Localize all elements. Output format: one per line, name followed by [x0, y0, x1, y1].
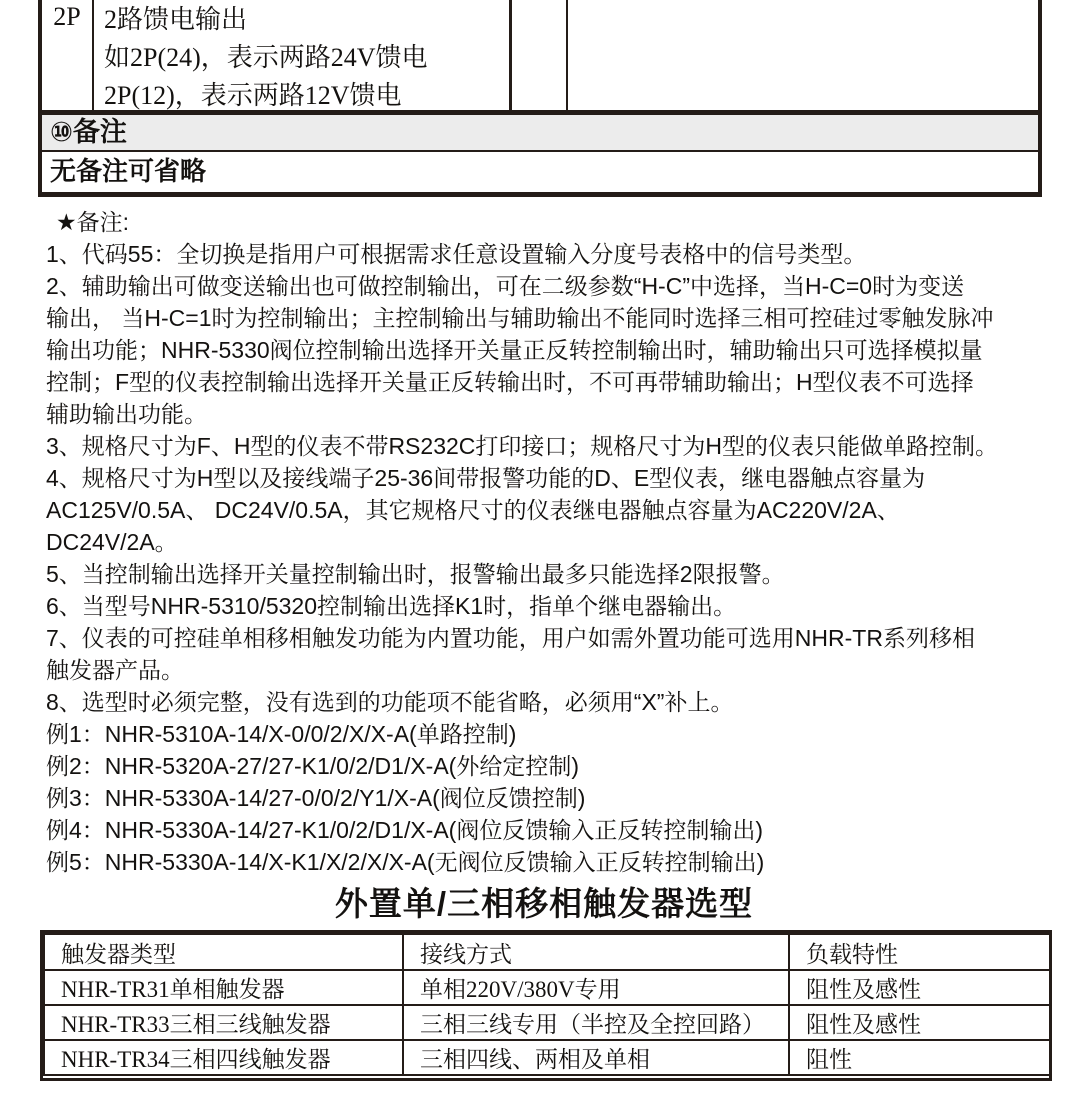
header-cell-wiring-mode: 接线方式 [403, 934, 789, 970]
cell-load-characteristic: 阻性 [789, 1040, 1050, 1075]
cell-trigger-type: NHR-TR33三相三线触发器 [44, 1005, 403, 1040]
trigger-selection-table [43, 933, 1051, 1076]
table-row [44, 1005, 1050, 1040]
note-line: 7、仪表的可控硅单相移相触发功能为内置功能，用户如需外置功能可选用NHR-TR系列移相 [46, 625, 975, 651]
remark-value-row: 无备注可省略 [42, 152, 1038, 197]
desc-line: 2路馈电输出 [104, 5, 248, 34]
note-example: 例5：NHR-5330A-14/X-K1/X/2/X/X-A(无阀位反馈输入正反转控制输出) [46, 849, 765, 875]
ordering-code-table-fragment [38, 0, 1042, 197]
cell-wiring-mode: 单相220V/380V专用 [403, 970, 789, 1005]
note-line: 4、规格尺寸为H型以及接线端子25-36间带报警功能的D、E型仪表，继电器触点容量为 [46, 465, 926, 491]
table-row [44, 1040, 1050, 1075]
note-line: 6、当型号NHR-5310/5320控制输出选择K1时，指单个继电器输出。 [46, 593, 737, 619]
code-description-cell [94, 0, 512, 110]
note-line: 1、代码55：全切换是指用户可根据需求任意设置输入分度号表格中的信号类型。 [46, 241, 867, 267]
note-line: 输出， 当H-C=1时为控制输出；主控制输出与辅助输出不能同时选择三相可控硅过零触发脉冲 [46, 305, 994, 331]
note-example: 例2：NHR-5320A-27/27-K1/0/2/D1/X-A(外给定控制) [46, 753, 579, 779]
note-line: 触发器产品。 [46, 657, 184, 683]
code-cell: 2P [42, 0, 94, 110]
note-line: 2、辅助输出可做变送输出也可做控制输出，可在二级参数“H-C”中选择，当H-C=0时为变送 [46, 273, 965, 299]
desc-line: 2P(12)，表示两路12V馈电 [104, 81, 402, 110]
desc-line: 如2P(24)，表示两路24V馈电 [104, 43, 428, 72]
note-line: 辅助输出功能。 [46, 401, 207, 427]
note-line: 控制；F型的仪表控制输出选择开关量正反转输出时，不可再带辅助输出；H型仪表不可选择 [46, 369, 974, 395]
notes-block [46, 206, 1060, 878]
cell-trigger-type: NHR-TR34三相四线触发器 [44, 1040, 403, 1075]
note-line: DC24V/2A。 [46, 529, 178, 555]
note-example: 例1：NHR-5310A-14/X-0/0/2/X/X-A(单路控制) [46, 721, 517, 747]
table-row [44, 970, 1050, 1005]
notes-title: ★备注: [56, 209, 130, 235]
cell-wiring-mode: 三相四线、两相及单相 [403, 1040, 789, 1075]
trigger-selection-title: 外置单/三相移相触发器选型 [334, 885, 754, 922]
remark-section-header: ⑩备注 [42, 110, 1038, 152]
note-line: AC125V/0.5A、 DC24V/0.5A，其它规格尺寸的仪表继电器触点容量为AC220V/2A、 [46, 497, 900, 523]
note-line: 5、当控制输出选择开关量控制输出时，报警输出最多只能选择2限报警。 [46, 561, 785, 587]
cell-load-characteristic: 阻性及感性 [789, 1005, 1050, 1040]
note-example: 例4：NHR-5330A-14/27-K1/0/2/D1/X-A(阀位反馈输入正反转控制输出) [46, 817, 763, 843]
note-line: 3、规格尺寸为F、H型的仪表不带RS232C打印接口；规格尺寸为H型的仪表只能做单路控制。 [46, 433, 998, 459]
table-header-row [44, 934, 1050, 970]
feed-output-row [42, 0, 1038, 110]
note-line: 输出功能；NHR-5330阀位控制输出选择开关量正反转控制输出时，辅助输出只可选择模拟量 [46, 337, 983, 363]
empty-narrow-cell [512, 0, 568, 110]
note-example: 例3：NHR-5330A-14/27-0/0/2/Y1/X-A(阀位反馈控制) [46, 785, 586, 811]
empty-wide-cell [568, 0, 1038, 110]
header-cell-trigger-type: 触发器类型 [44, 934, 403, 970]
cell-trigger-type: NHR-TR31单相触发器 [44, 970, 403, 1005]
cell-load-characteristic: 阻性及感性 [789, 970, 1050, 1005]
cell-wiring-mode: 三相三线专用（半控及全控回路） [403, 1005, 789, 1040]
header-cell-load-characteristic: 负载特性 [789, 934, 1050, 970]
note-line: 8、选型时必须完整，没有选到的功能项不能省略，必须用“X”补上。 [46, 689, 734, 715]
